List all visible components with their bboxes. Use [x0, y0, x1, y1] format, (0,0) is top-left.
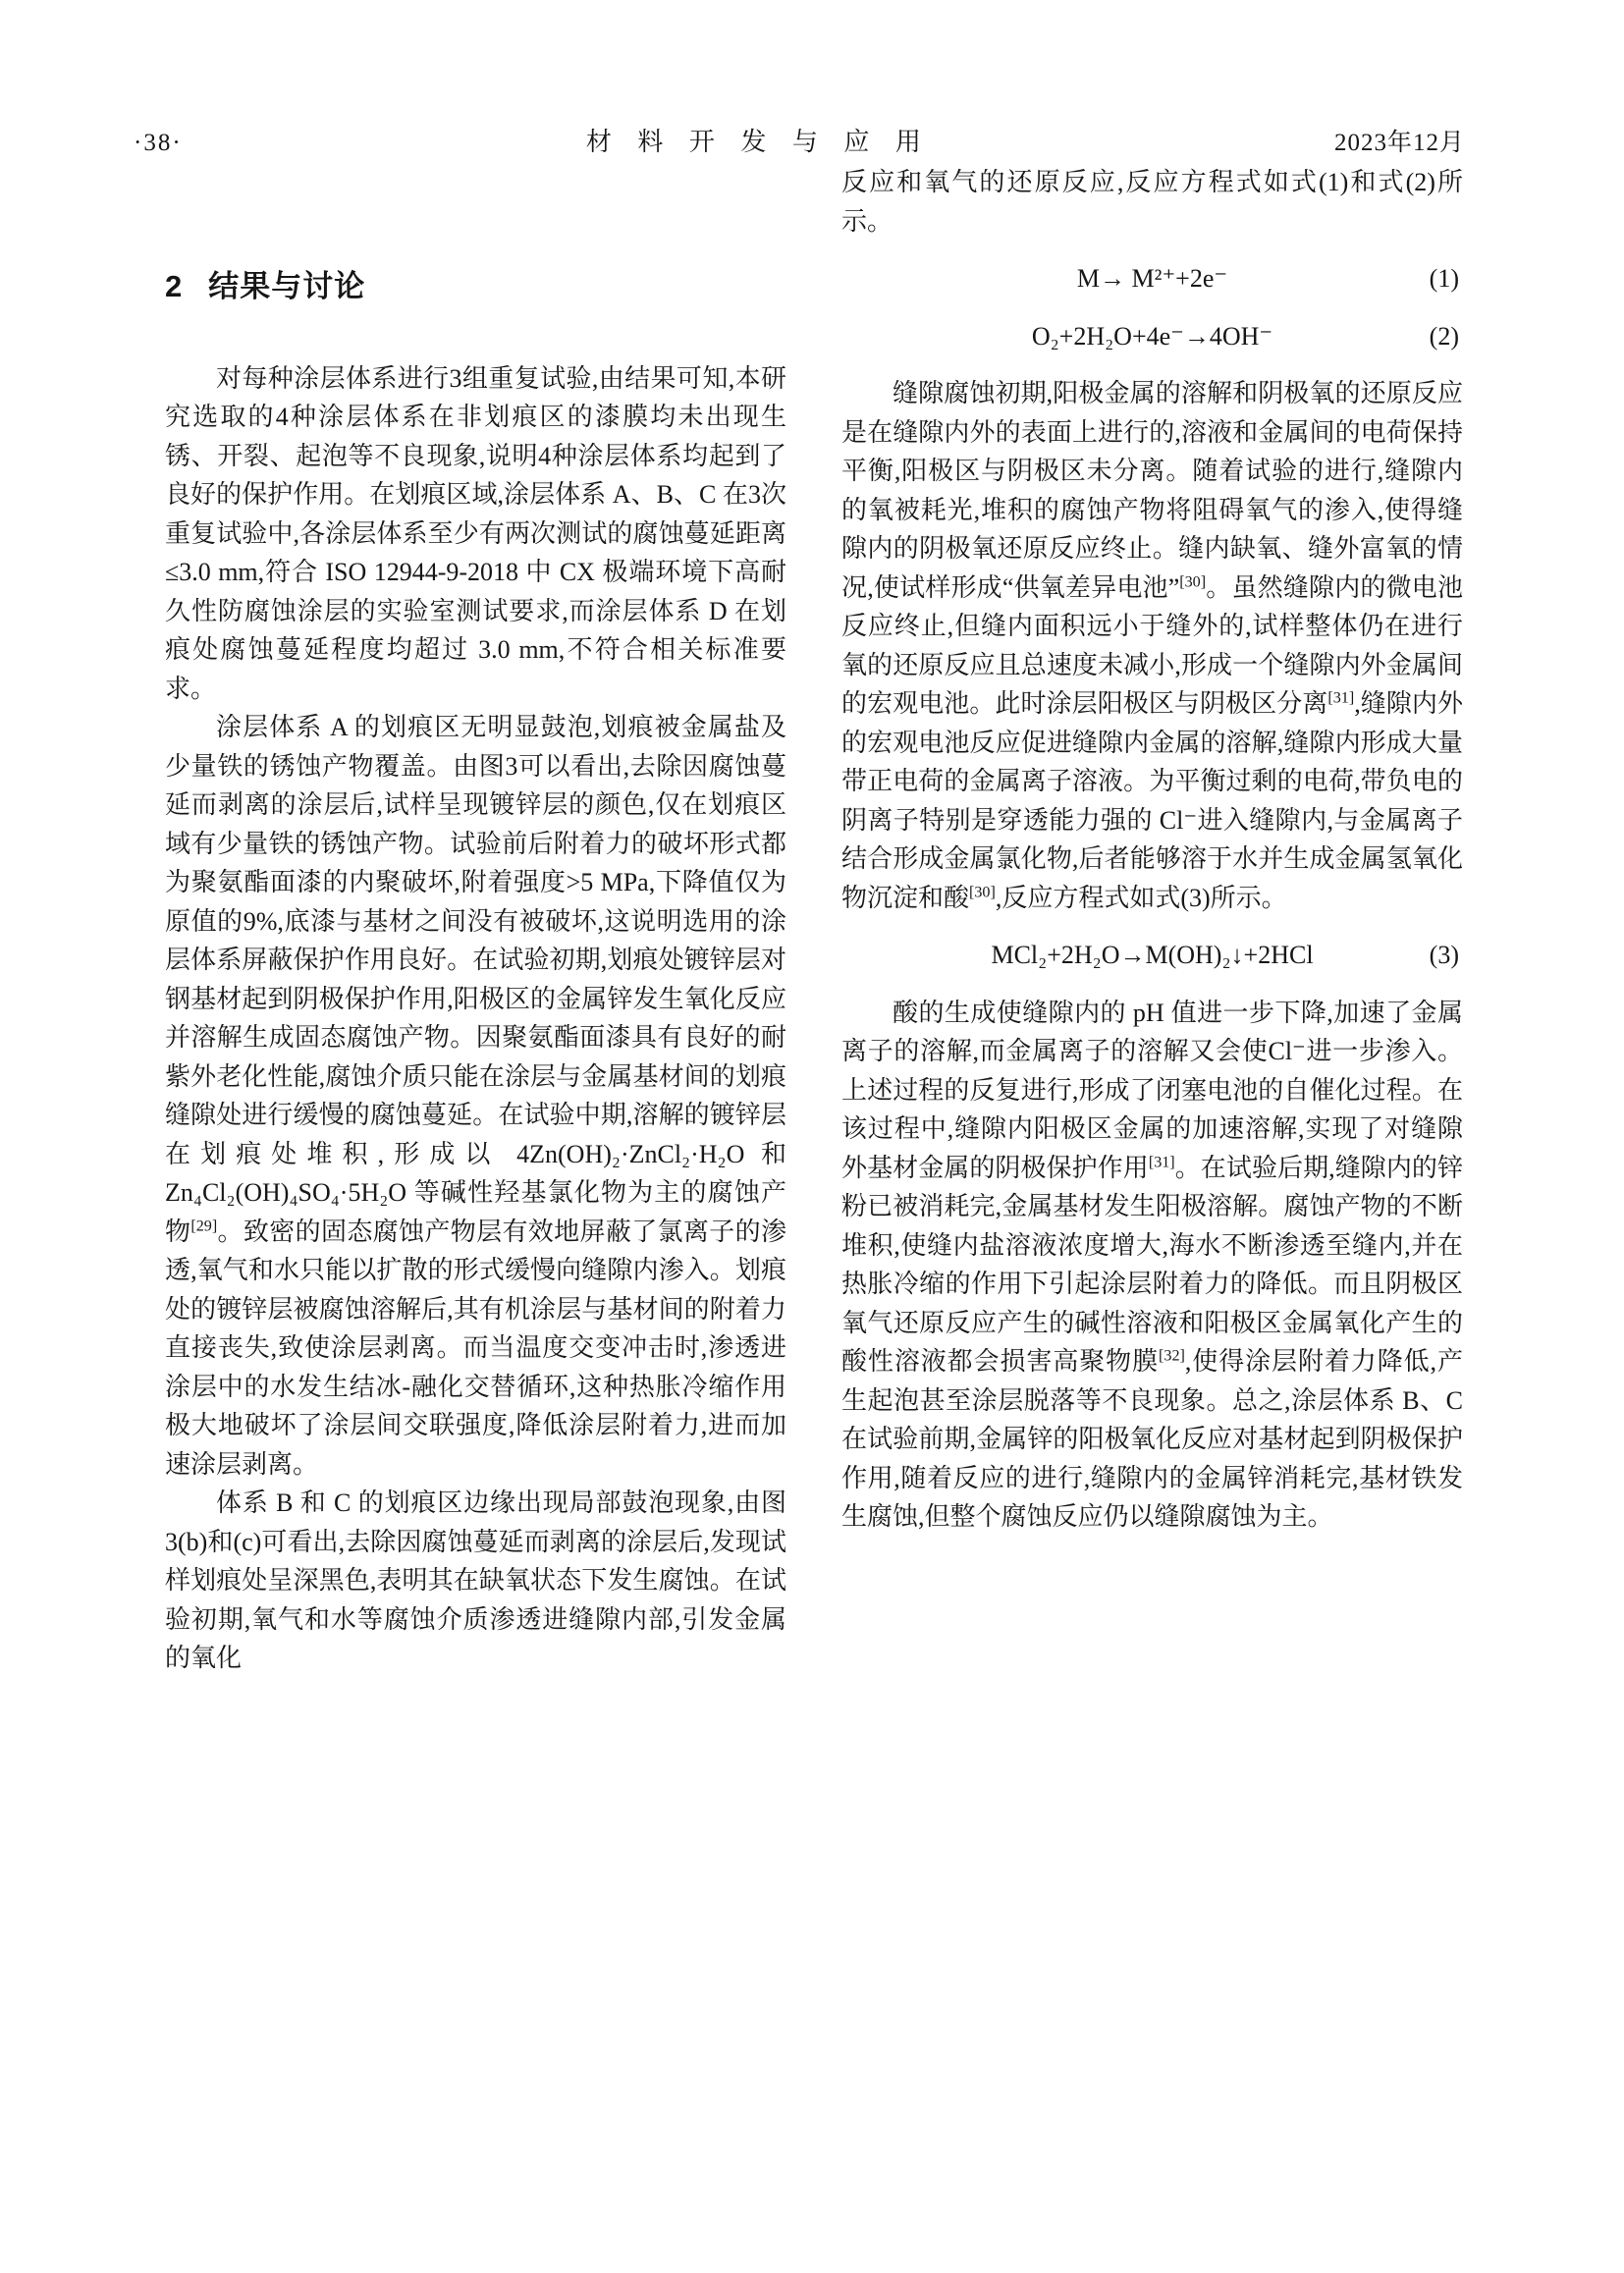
body-columns [165, 163, 1463, 1678]
paragraph [165, 1484, 786, 1678]
citation-ref: [29] [190, 1217, 218, 1234]
paragraph-text: ,使得涂层附着力降低,产生起泡甚至涂层脱落等不良现象。总之,涂层体系 B、C 在试验前期,金属锌的阳极氧化反应对基材起到阴极保护作用,随着反应的进行,缝隙内的金属锌消耗完,基材铁发生腐蚀,但整个腐蚀反应仍以缝隙腐蚀为主。 [841, 1347, 1463, 1531]
citation-ref: [32] [1159, 1347, 1185, 1365]
citation-ref: [30] [969, 883, 996, 900]
paragraph [841, 163, 1463, 241]
journal-title: 材 料 开 发 与 应 用 [585, 128, 931, 156]
left-column [165, 163, 786, 1678]
paragraph-text: ,反应方程式如式(3)所示。 [995, 883, 1287, 912]
section-number: 2 [165, 269, 184, 303]
equation [841, 259, 1463, 298]
page-header [134, 122, 1465, 158]
equation-formula: MCl₂+2H₂O→M(OH)₂↓+2HCl [991, 941, 1314, 969]
paragraph [165, 359, 786, 709]
equation-number: (3) [1429, 941, 1459, 969]
paragraph [841, 994, 1463, 1537]
issue-date: 2023年12月 [1333, 130, 1465, 156]
citation-ref: [31] [1327, 689, 1355, 707]
paragraph-text: 。在试验后期,缝隙内的锌粉已被消耗完,金属基材发生阳极溶解。腐蚀产物的不断堆积,使缝内盐溶液浓度增大,海水不断渗透至缝内,并在热胀冷缩的作用下引起涂层附着力的降低。而且阴极区氧气还原反应产生的碱性溶液和阳极区金属氧化产生的酸性溶液都会损害高聚物膜 [841, 1153, 1463, 1376]
section-heading [165, 267, 786, 306]
paragraph [841, 374, 1463, 917]
left-column-text [165, 359, 786, 1678]
paragraph-text: 体系 B 和 C 的划痕区边缘出现局部鼓泡现象,由图3(b)和(c)可看出,去除因腐蚀蔓延而剥离的涂层后,发现试样划痕处呈深黑色,表明其在缺氧状态下发生腐蚀。在试验初期,氧气和水等腐蚀介质渗透进缝隙内部,引发金属的氧化 [165, 1488, 786, 1672]
paragraph-text: 。虽然缝隙内的微电池反应终止,但缝内面积远小于缝外的,试样整体仍在进行氧的还原反应且总速度未减小,形成一个缝隙内外金属间的宏观电池。此时涂层阳极区与阴极区分离 [841, 572, 1463, 718]
right-column [841, 163, 1463, 1678]
citation-ref: [31] [1148, 1153, 1175, 1170]
paragraph-text: 缝隙腐蚀初期,阳极金属的溶解和阴极氧的还原反应是在缝隙内外的表面上进行的,溶液和金属间的电荷保持平衡,阳极区与阴极区未分离。随着试验的进行,缝隙内的氧被耗光,堆积的腐蚀产物将阻碍氧气的渗入,使得缝隙内的阴极氧还原反应终止。缝内缺氧、缝外富氧的情况,使试样形成“供氧差异电池” [841, 379, 1463, 602]
equation [841, 317, 1463, 356]
paragraph-text: 对每种涂层体系进行3组重复试验,由结果可知,本研究选取的4种涂层体系在非划痕区的漆膜均未出现生锈、开裂、起泡等不良现象,说明4种涂层体系均起到了良好的保护作用。在划痕区域,涂层体系 A、B、C 在3次重复试验中,各涂层体系至少有两次测试的腐蚀蔓延距离 ≤3.0 mm,符合 ISO 12944-9-2018 中 CX 极端环境下高耐久性防腐蚀涂层的实验室测试要求,而涂层体系 D 在划痕处腐蚀蔓延程度均超过 3.0 mm,不符合相关标准要求。 [165, 363, 786, 703]
equation-number: (2) [1429, 321, 1459, 351]
equation-formula: O₂+2H₂O+4e⁻→4OH⁻ [1031, 321, 1273, 351]
equation [841, 936, 1463, 975]
paragraph [165, 708, 786, 1484]
page-number: ·38· [134, 130, 183, 156]
citation-ref: [30] [1179, 572, 1207, 590]
equation-number: (1) [1429, 264, 1459, 293]
paragraph-text: 反应和氧气的还原反应,反应方程式如式(1)和式(2)所示。 [841, 168, 1463, 236]
right-column-text [841, 163, 1463, 1537]
paragraph-text: 涂层体系 A 的划痕区无明显鼓泡,划痕被金属盐及少量铁的锈蚀产物覆盖。由图3可以看出,去除因腐蚀蔓延而剥离的涂层后,试样呈现镀锌层的颜色,仅在划痕区域有少量铁的锈蚀产物。试验前后附着力的破坏形式都为聚氨酯面漆的内聚破坏,附着强度>5 MPa,下降值仅为原值的9%,底漆与基材之间没有被破坏,这说明选用的涂层体系屏蔽保护作用良好。在试验初期,划痕处镀锌层对钢基材起到阴极保护作用,阳极区的金属锌发生氧化反应并溶解生成固态腐蚀产物。因聚氨酯面漆具有良好的耐紫外老化性能,腐蚀介质只能在涂层与金属基材间的划痕缝隙处进行缓慢的腐蚀蔓延。在试验中期,溶解的镀锌层在划痕处堆积,形成以 4Zn(OH)₂·ZnCl₂·H₂O 和 Zn₄Cl₂(OH)₄SO₄·5H₂O 等碱性羟基氯化物为主的腐蚀产物 [165, 713, 786, 1246]
paragraph-text: 。致密的固态腐蚀产物层有效地屏蔽了氯离子的渗透,氧气和水只能以扩散的形式缓慢向缝隙内渗入。划痕处的镀锌层被腐蚀溶解后,其有机涂层与基材间的附着力直接丧失,致使涂层剥离。而当温度交变冲击时,渗透进涂层中的水发生结冰-融化交替循环,这种热胀冷缩作用极大地破坏了涂层间交联强度,降低涂层附着力,进而加速涂层剥离。 [165, 1217, 786, 1479]
equation-formula: M→ M²⁺+2e⁻ [1076, 264, 1228, 293]
section-title: 结果与讨论 [208, 269, 366, 303]
paragraph-text: ,缝隙内外的宏观电池反应促进缝隙内金属的溶解,缝隙内形成大量带正电荷的金属离子溶液。为平衡过剩的电荷,带负电的阴离子特别是穿透能力强的 Cl⁻进入缝隙内,与金属离子结合形成金属氯化物,后者能够溶于水并生成金属氢氧化物沉淀和酸 [841, 689, 1463, 912]
paragraph-text: 酸的生成使缝隙内的 pH 值进一步下降,加速了金属离子的溶解,而金属离子的溶解又会使Cl⁻进一步渗入。上述过程的反复进行,形成了闭塞电池的自催化过程。在该过程中,缝隙内阳极区金属的加速溶解,实现了对缝隙外基材金属的阴极保护作用 [841, 998, 1463, 1182]
